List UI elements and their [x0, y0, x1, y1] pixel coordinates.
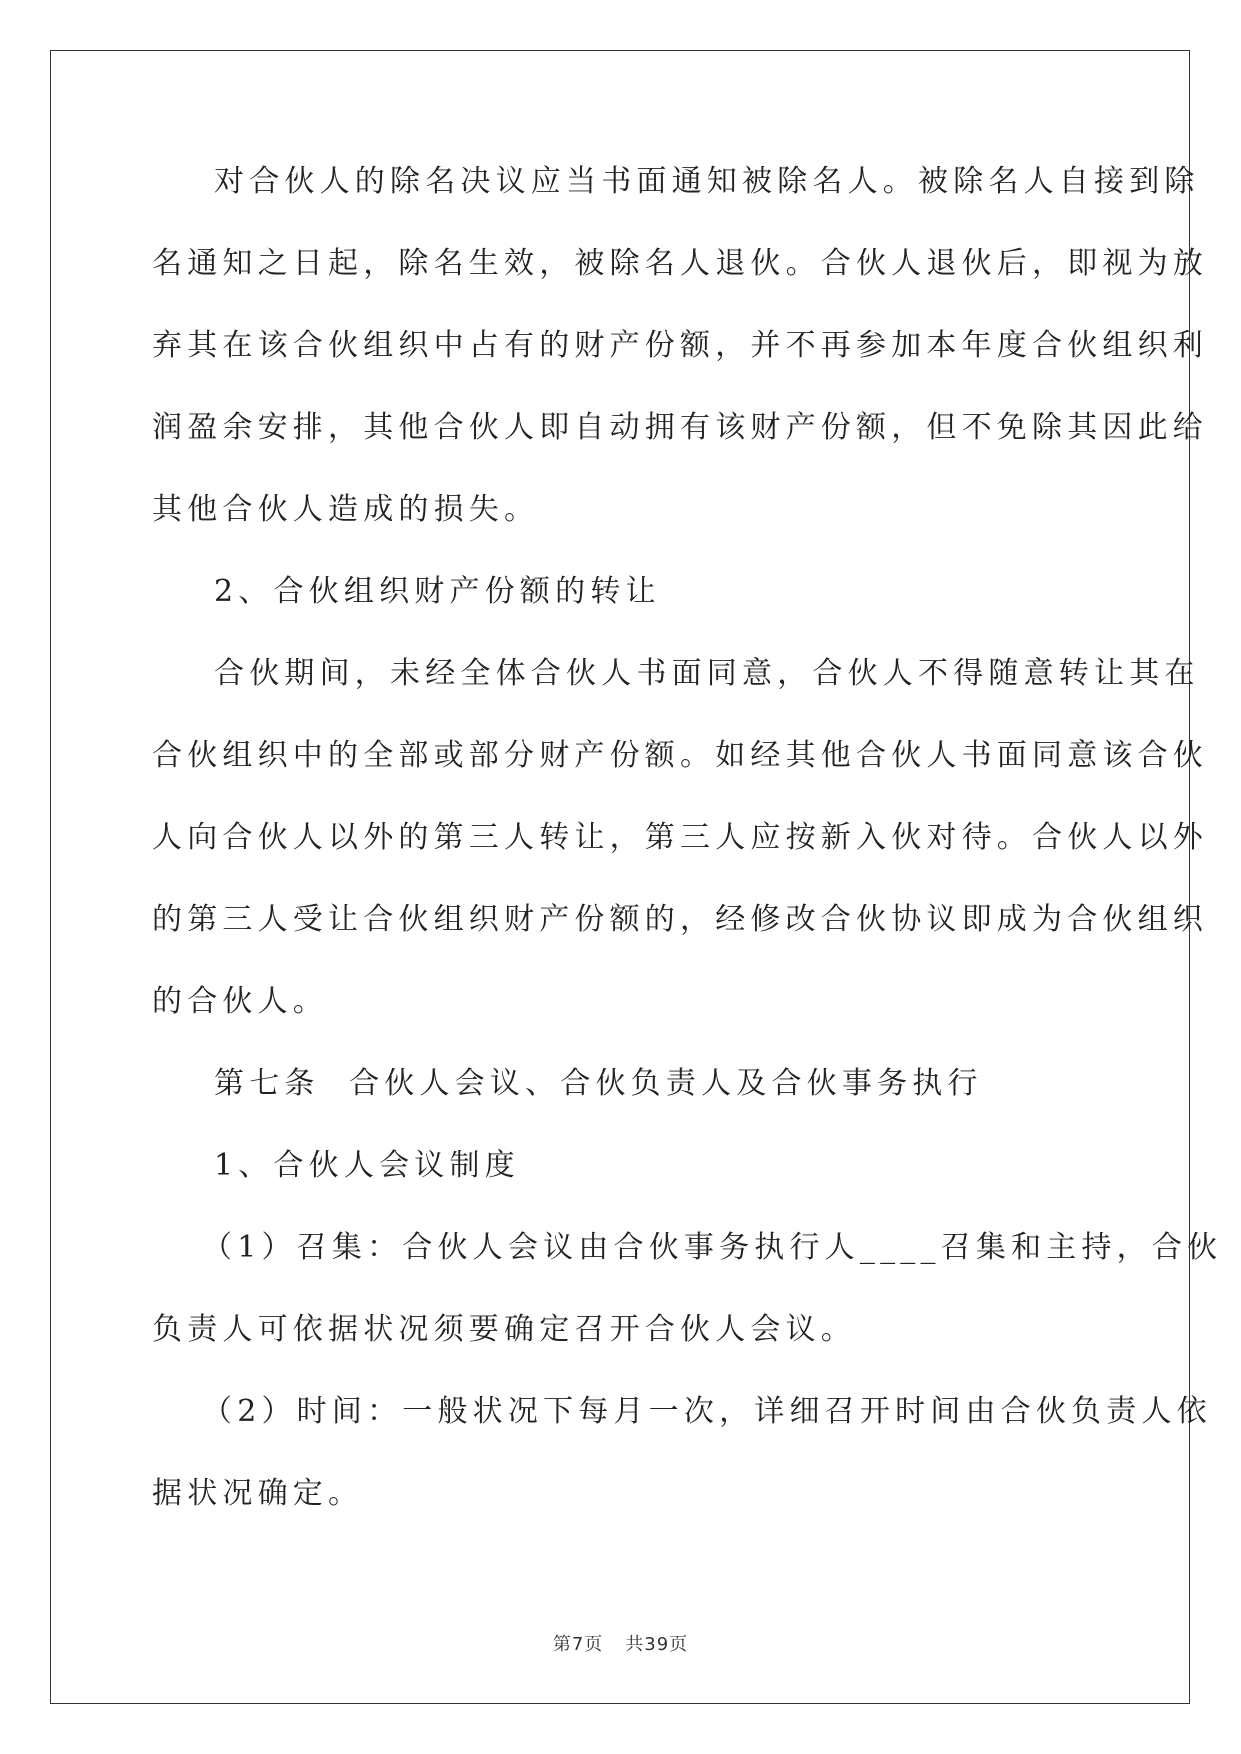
text-line: 润盈余安排，其他合伙人即自动拥有该财产份额，但不免除其因此给	[152, 410, 1208, 445]
total-prefix: 共	[625, 1634, 645, 1655]
paragraph	[152, 158, 1208, 534]
text-line: （1）召集：合伙人会议由合伙事务执行人____召集和主持，合伙	[202, 1230, 1223, 1265]
document-body	[152, 158, 1223, 1552]
text-line: 合伙期间，未经全体合伙人书面同意，合伙人不得随意转让其在	[214, 656, 1200, 691]
paragraph	[152, 650, 1208, 1026]
page-number: 7	[571, 1634, 585, 1655]
text-line: 2、合伙组织财产份额的转让	[214, 574, 661, 609]
page-footer	[0, 1630, 1241, 1656]
section-heading	[152, 568, 1086, 616]
text-line: 第七条 合伙人会议、合伙负责人及合伙事务执行	[214, 1066, 983, 1101]
paragraph	[152, 1224, 1223, 1354]
page-prefix: 第	[552, 1634, 572, 1655]
text-line: 其他合伙人造成的损失。	[152, 492, 540, 527]
text-line: 的合伙人。	[152, 984, 328, 1019]
text-line: 1、合伙人会议制度	[214, 1148, 520, 1183]
paragraph	[152, 1388, 1212, 1518]
text-line: 负责人可依据状况须要确定召开合伙人会议。	[152, 1312, 856, 1347]
text-line: 弃其在该合伙组织中占有的财产份额，并不再参加本年度合伙组织利	[152, 328, 1208, 363]
text-line: 名通知之日起，除名生效，被除名人退伙。合伙人退伙后，即视为放	[152, 246, 1208, 281]
text-line: （2）时间：一般状况下每月一次，详细召开时间由合伙负责人依	[202, 1394, 1212, 1429]
total-pages: 39	[644, 1634, 670, 1655]
total-suffix: 页	[669, 1634, 689, 1655]
text-line: 的第三人受让合伙组织财产份额的，经修改合伙协议即成为合伙组织	[152, 902, 1208, 937]
text-line: 人向合伙人以外的第三人转让，第三人应按新入伙对待。合伙人以外	[152, 820, 1208, 855]
page-suffix: 页	[584, 1634, 604, 1655]
text-line: 对合伙人的除名决议应当书面通知被除名人。被除名人自接到除	[214, 164, 1200, 199]
text-line: 据状况确定。	[152, 1476, 364, 1511]
section-heading	[152, 1142, 1086, 1190]
text-line: 合伙组织中的全部或部分财产份额。如经其他合伙人书面同意该合伙	[152, 738, 1208, 773]
article-heading	[152, 1060, 1086, 1108]
